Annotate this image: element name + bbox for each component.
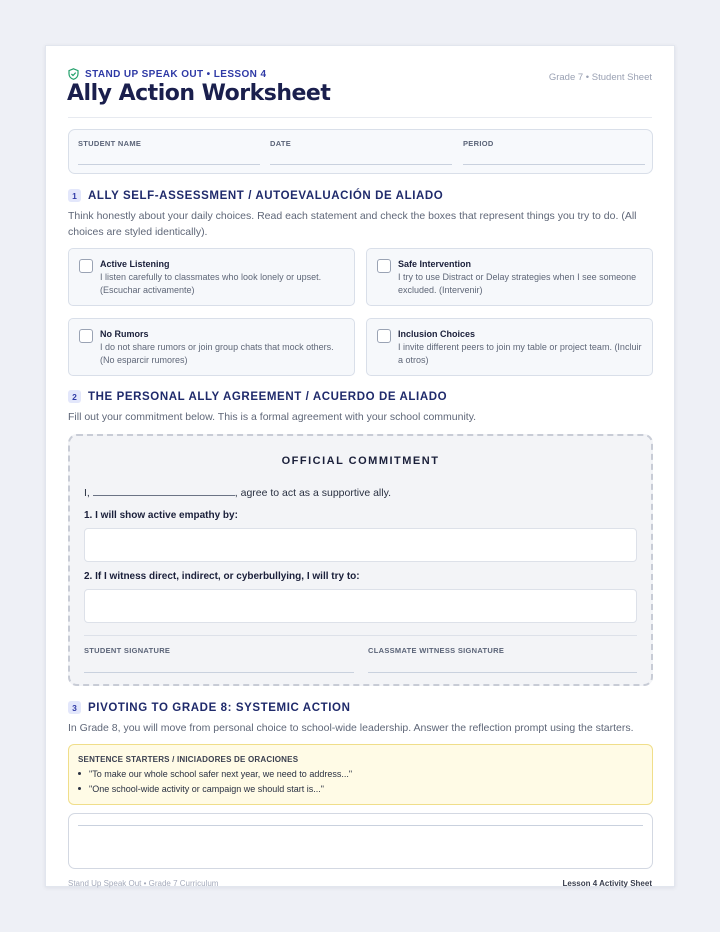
section-2-title: THE PERSONAL ALLY AGREEMENT / ACUERDO DE ALIADO: [88, 390, 448, 403]
checklist-card-inclusion-choices[interactable]: [366, 318, 653, 376]
checkbox[interactable]: [79, 329, 93, 343]
starter-text: "To make our whole school safer next year, we need to address...": [89, 769, 353, 779]
intervention-answer-field[interactable]: [84, 589, 637, 623]
student-name-field[interactable]: [78, 164, 260, 165]
signature-divider: [84, 635, 637, 636]
card-description: I invite different peers to join my table or project team. (Incluir a otros): [398, 342, 642, 365]
question-1-label: 1. I will show active empathy by:: [84, 510, 238, 521]
checkbox[interactable]: [377, 259, 391, 273]
commitment-statement: [84, 486, 391, 499]
student-info-box: [68, 129, 653, 174]
period-field[interactable]: [463, 164, 645, 165]
student-signature-label: STUDENT SIGNATURE: [84, 646, 171, 655]
header-divider: [68, 117, 652, 118]
date-field[interactable]: [270, 164, 452, 165]
footer-curriculum: Stand Up Speak Out • Grade 7 Curriculum: [68, 879, 219, 888]
card-title: No Rumors: [100, 329, 149, 339]
card-title: Safe Intervention: [398, 259, 472, 269]
card-title: Inclusion Choices: [398, 329, 476, 339]
date-label: DATE: [270, 139, 292, 148]
student-signature-field[interactable]: [84, 672, 354, 673]
lesson-kicker: [68, 68, 266, 80]
shield-check-icon: [68, 68, 79, 80]
kicker-text: STAND UP SPEAK OUT • LESSON 4: [85, 68, 267, 80]
footer-sheet-label: Lesson 4 Activity Sheet: [562, 879, 652, 888]
section-3-number: 3: [68, 701, 81, 714]
commitment-title: OFFICIAL COMMITMENT: [281, 455, 440, 467]
checkbox[interactable]: [79, 259, 93, 273]
section-2-number: 2: [68, 390, 81, 403]
starter-item: [78, 784, 324, 794]
writing-line: [78, 825, 643, 826]
question-2-label: 2. If I witness direct, indirect, or cyberbullying, I will try to:: [84, 571, 360, 582]
student-name-label: STUDENT NAME: [78, 139, 142, 148]
starter-item: [78, 769, 352, 779]
section-1-description: Think honestly about your daily choices. Read each statement and check the boxes that represent things you try to do. (All choices are styled identically).: [68, 210, 637, 238]
witness-signature-field[interactable]: [368, 672, 637, 673]
page-title: Ally Action Worksheet: [67, 81, 331, 106]
witness-signature-label: CLASSMATE WITNESS SIGNATURE: [368, 646, 505, 655]
card-description: I try to use Distract or Delay strategies when I see someone excluded. (Intervenir): [398, 272, 637, 295]
worksheet-page: [45, 45, 675, 887]
empathy-answer-field[interactable]: [84, 528, 637, 562]
card-description: I do not share rumors or join group chats that mock others. (No esparcir rumores): [100, 342, 334, 365]
reflection-response-field[interactable]: [68, 813, 653, 869]
card-title: Active Listening: [100, 259, 170, 269]
starters-heading: SENTENCE STARTERS / INICIADORES DE ORACIONES: [78, 755, 299, 764]
section-1-heading: [68, 189, 443, 202]
checklist-card-active-listening[interactable]: [68, 248, 355, 306]
card-description: I listen carefully to classmates who look lonely or upset. (Escuchar activamente): [100, 272, 322, 295]
section-2-description: Fill out your commitment below. This is a formal agreement with your school community.: [68, 411, 477, 423]
sheet-meta: Grade 7 • Student Sheet: [548, 72, 652, 83]
section-2-heading: [68, 390, 447, 403]
bullet-icon: [78, 787, 81, 790]
name-blank-field[interactable]: [93, 486, 235, 496]
checklist-card-no-rumors[interactable]: [68, 318, 355, 376]
sentence-starters-box: [68, 744, 653, 805]
statement-suffix: , agree to act as a supportive ally.: [234, 487, 391, 499]
official-commitment-box: [68, 434, 653, 686]
checklist-card-safe-intervention[interactable]: [366, 248, 653, 306]
statement-prefix: I,: [84, 487, 90, 499]
section-3-description: In Grade 8, you will move from personal choice to school-wide leadership. Answer the reflection prompt using the starters.: [68, 722, 634, 734]
bullet-icon: [78, 772, 81, 775]
section-3-title: PIVOTING TO GRADE 8: SYSTEMIC ACTION: [88, 701, 351, 714]
section-1-title: ALLY SELF-ASSESSMENT / AUTOEVALUACIÓN DE ALIADO: [88, 189, 444, 202]
checkbox[interactable]: [377, 329, 391, 343]
period-label: PERIOD: [463, 139, 494, 148]
starter-text: "One school-wide activity or campaign we should start is...": [89, 784, 324, 794]
section-3-heading: [68, 701, 350, 714]
section-1-number: 1: [68, 189, 81, 202]
